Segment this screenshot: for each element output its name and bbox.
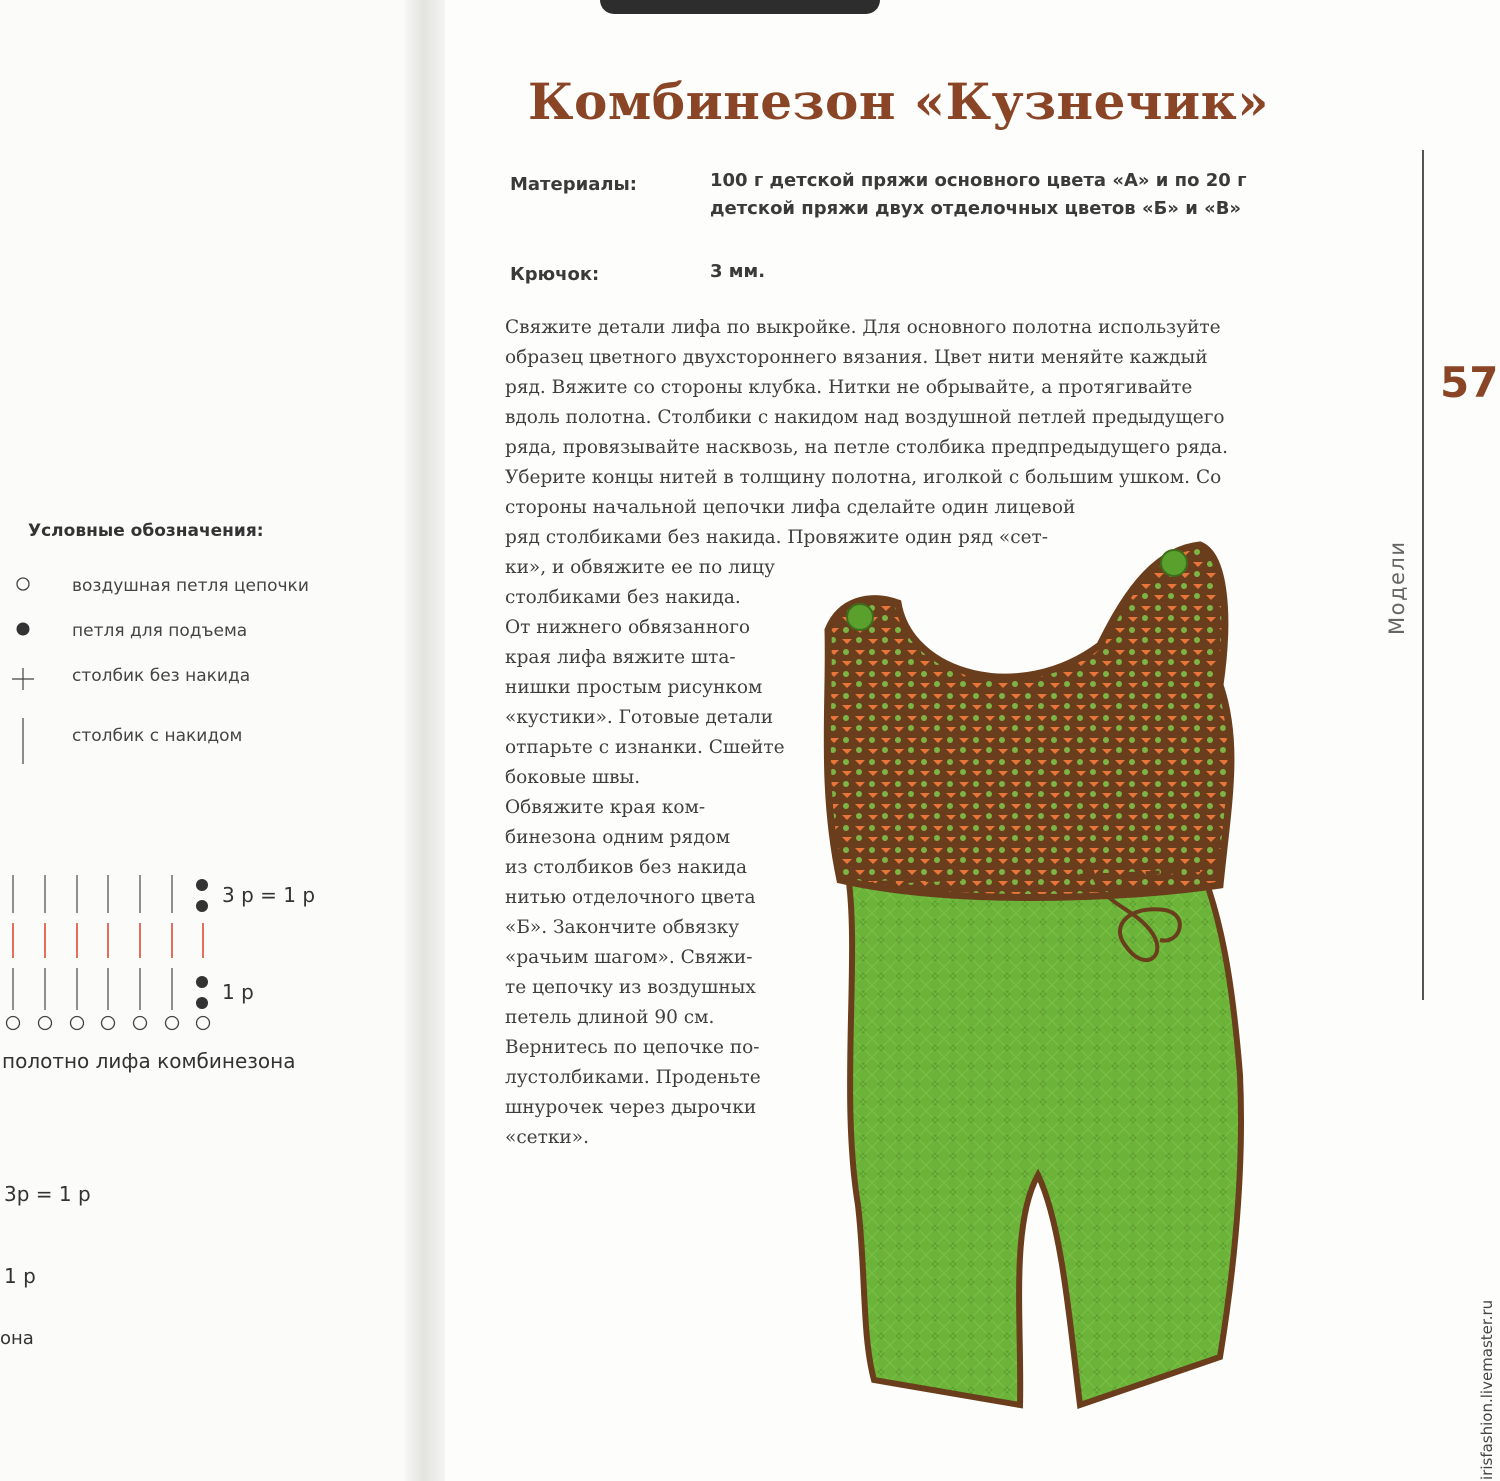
instructions-line: шнурочек через дырочки <box>505 1097 757 1118</box>
chart-bottom-row <box>13 968 172 1010</box>
page-title: Комбинезон «Кузнечик» <box>528 72 1269 131</box>
instructions-line: вдоль полотна. Столбики с накидом над воздушной петлей предыдущего <box>505 407 1225 428</box>
chart2-row-label-top: 3р = 1 р <box>4 1182 91 1206</box>
chart-middle-row <box>13 923 203 958</box>
chart-row-label-top: 3 р = 1 р <box>222 883 316 907</box>
book-spine <box>405 0 445 1481</box>
instructions-line: «рачьим шагом». Свяжи- <box>505 947 753 968</box>
chart-caption: полотно лифа комбинезона <box>2 1049 296 1073</box>
legend-title: Условные обозначения: <box>28 521 264 541</box>
instructions-line: стороны начальной цепочки лифа сделайте один лицевой <box>505 497 1076 518</box>
watermark <box>1478 1255 1498 1480</box>
materials-line: детской пряжи двух отделочных цветов «Б» и «В» <box>710 198 1242 219</box>
legend-label: столбик с накидом <box>72 726 243 746</box>
stitch-chart <box>0 865 215 1035</box>
instructions-line: ки», и обвяжите ее по лицу <box>505 557 775 578</box>
materials-line: 100 г детской пряжи основного цвета «А» и по 20 г <box>710 170 1247 191</box>
legend-label: петля для подъема <box>72 621 248 641</box>
chain-stitch-icon <box>8 576 38 596</box>
legend-label: воздушная петля цепочки <box>72 576 309 596</box>
instructions-line: нишки простым рисунком <box>505 677 763 698</box>
instructions-line: лустолбиками. Проденьте <box>505 1067 761 1088</box>
instructions-line: Обвяжите края ком- <box>505 797 706 818</box>
instructions-line: образец цветного двухстороннего вязания. Цвет нити меняйте каждый <box>505 347 1208 368</box>
button-right <box>1161 550 1187 576</box>
instructions-line: «Б». Закончите обвязку <box>505 917 740 938</box>
legend-row-chain <box>0 576 400 602</box>
instructions-line: края лифа вяжите шта- <box>505 647 736 668</box>
chart2-caption: она <box>0 1328 34 1349</box>
legend-row-turning <box>0 621 400 647</box>
instructions-line: От нижнего обвязанного <box>505 617 751 638</box>
watermark-text: irisfashion.livemaster.ru <box>1478 1299 1496 1480</box>
instructions-line: петель длиной 90 см. <box>505 1007 715 1028</box>
romper-bodice <box>827 545 1231 898</box>
crochet-romper-photo <box>800 535 1280 1430</box>
instructions-line: те цепочку из воздушных <box>505 977 756 998</box>
section-label-text: Модели <box>1385 540 1409 635</box>
instructions-line: «кустики». Готовые детали <box>505 707 774 728</box>
turning-loop-icon <box>8 621 38 641</box>
instructions-line: бинезона одним рядом <box>505 827 731 848</box>
scan-edge-shadow <box>600 0 880 14</box>
page-number: 57 <box>1440 358 1499 407</box>
materials-label: Материалы: <box>510 174 638 195</box>
chart2-row-label-bottom: 1 р <box>4 1264 36 1288</box>
double-crochet-icon <box>8 716 38 770</box>
section-label <box>1385 515 1415 635</box>
instructions-line: столбиками без накида. <box>505 587 741 608</box>
instructions-line: ряд. Вяжите со стороны клубка. Нитки не обрывайте, а протягивайте <box>505 377 1193 398</box>
instructions-line: Уберите концы нитей в толщину полотна, иголкой с большим ушком. Со <box>505 467 1222 488</box>
side-rule <box>1422 150 1424 1000</box>
instructions-line: нитью отделочного цвета <box>505 887 756 908</box>
instructions-line: ряда, провязывайте насквозь, на петле столбика предпредыдущего ряда. <box>505 437 1228 458</box>
instructions-line: Свяжите детали лифа по выкройке. Для основного полотна используйте <box>505 317 1221 338</box>
hook-value: 3 мм. <box>710 261 766 282</box>
romper-pants <box>848 865 1241 1405</box>
instructions-line: боковые швы. <box>505 767 641 788</box>
button-left <box>847 604 873 630</box>
single-crochet-icon <box>8 666 38 696</box>
instructions-line: из столбиков без накида <box>505 857 747 878</box>
instructions-line: ряд столбиками без накида. Провяжите один ряд «сет- <box>505 527 1049 548</box>
chart-row-label-bottom: 1 р <box>222 980 254 1004</box>
legend-row-sc <box>0 666 400 692</box>
instructions-line: «сетки». <box>505 1127 589 1148</box>
turning-loops <box>196 879 208 1009</box>
chain-row <box>7 1017 210 1030</box>
chart-top-row <box>13 875 172 913</box>
instructions-line: Вернитесь по цепочке по- <box>505 1037 760 1058</box>
instructions-line: отпарьте с изнанки. Сшейте <box>505 737 785 758</box>
hook-label: Крючок: <box>510 264 600 285</box>
legend-label: столбик без накида <box>72 666 251 686</box>
legend-row-dc <box>0 716 400 766</box>
